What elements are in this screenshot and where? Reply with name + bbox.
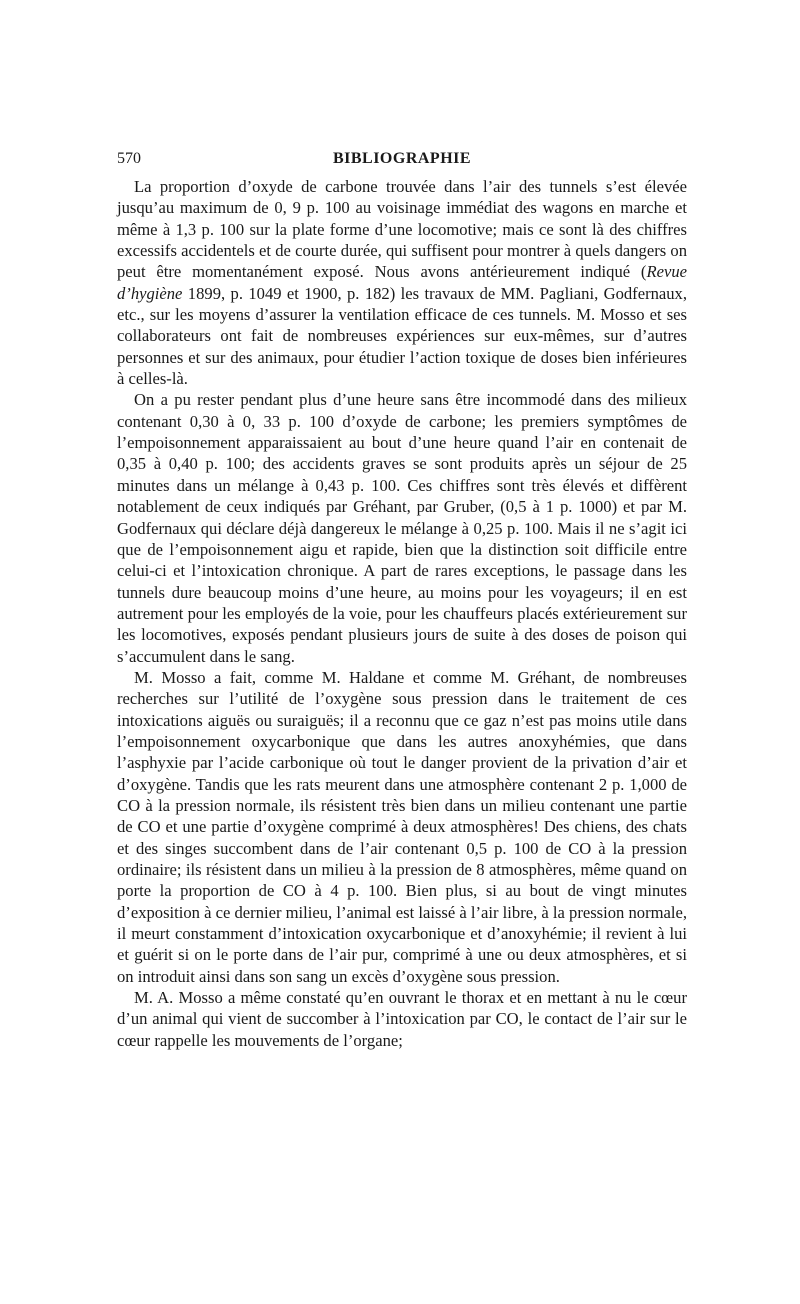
paragraph-4: M. A. Mosso a même constaté qu’en ouvrant le thorax et en mettant à nu le cœur d’un animal qui vient de succomber à l’intoxication par CO, le contact de l’air sur le cœur rappelle les mouvements de l’organe; bbox=[117, 988, 687, 1050]
body-text bbox=[117, 176, 687, 1051]
paragraph-3: M. Mosso a fait, comme M. Haldane et comme M. Gréhant, de nombreuses recherches sur l’utilité de l’oxygène sous pression dans le traitement de ces intoxications aiguës ou suraiguës; il a reconnu que ce gaz n’est pas moins utile dans l’empoisonnement oxycarbonique que dans les autres anoxyhémies, que dans l’asphyxie par l’acide carbonique où tout le danger provient de la privation d’air et d’oxygène. Tandis que les rats meurent dans une atmosphère contenant 2 p. 1,000 de CO à la pression normale, ils résistent très bien dans un milieu contenant une partie de CO et une partie d’oxygène comprimé à deux atmosphères! Des chiens, des chats et des singes succombent dans de l’air contenant 0,5 p. 100 de CO à la pression ordinaire; ils résistent dans un milieu à la pression de 8 atmosphères, même quand on porte la proportion de CO à 4 p. 100. Bien plus, si au bout de vingt minutes d’exposition à ce dernier milieu, l’animal est laissé à l’air libre, à la pression normale, il meurt constamment d’intoxication oxycarbonique et d’anoxyhémie; il revient à lui et guérit si on le porte dans de l’air pur, comprimé à une ou deux atmosphères, et si on introduit ainsi dans son sang un excès d’oxygène sous pression. bbox=[117, 667, 687, 986]
paragraph-2: On a pu rester pendant plus d’une heure sans être incommodé dans des milieux contenant 0,30 à 0, 33 p. 100 d’oxyde de carbone; les premiers symptômes de l’empoisonnement apparaissaient au bout d’une heure quand l’air en contenait de 0,35 à 0,40 p. 100; des accidents graves se sont produits après un séjour de 25 minutes dans un mélange à 0,43 p. 100. Ces chiffres sont très élevés et diffèrent notablement de ceux indiqués par Gréhant, par Gruber, (0,5 à 1 p. 1000) et par M. Godfernaux qui déclare déjà dangereux le mélange à 0,25 p. 100. Mais il ne s’agit ici que de l’empoisonnement aigu et rapide, bien que la distinction soit difficile entre celui-ci et l’intoxication chronique. A part de rares exceptions, le passage dans les tunnels dure beaucoup moins d’une heure, au moins pour les voyageurs; il en est autrement pour les employés de la voie, pour les chauffeurs placés extérieurement sur les locomotives, exposés pendant plusieurs jours de suite à des doses de poison qui s’accumulent dans le sang. bbox=[117, 390, 687, 666]
paragraph-1 bbox=[117, 176, 687, 389]
paragraph-1-text-b: 1899, p. 1049 et 1900, p. 182) les travaux de MM. Pagliani, Godfernaux, etc., sur les moyens d’assurer la ventilation efficace de ces tunnels. M. Mosso et ses collaborateurs ont fait de nombreuses expériences sur eux-mêmes, sur d’autres personnes et sur des animaux, pour étudier l’action toxique de doses bien inférieures à celles-là. bbox=[117, 283, 687, 389]
page-header bbox=[117, 148, 687, 170]
journal-title: Revue d’hygiène bbox=[117, 262, 687, 303]
page-number: 570 bbox=[117, 150, 141, 167]
paragraph-1-text-a: La proportion d’oxyde de carbone trouvée dans l’air des tunnels s’est élevée jusqu’au maximum de 0, 9 p. 100 au voisinage immédiat des wagons en marche et même à 1,3 p. 100 sur la plate forme d’une locomotive; mais ce sont là des chiffres excessifs accidentels et de courte durée, qui suffisent pour montrer à quels dangers on peut être momentanément exposé. Nous avons antérieurement indiqué ( bbox=[117, 177, 687, 282]
running-title: BIBLIOGRAPHIE bbox=[332, 150, 472, 167]
